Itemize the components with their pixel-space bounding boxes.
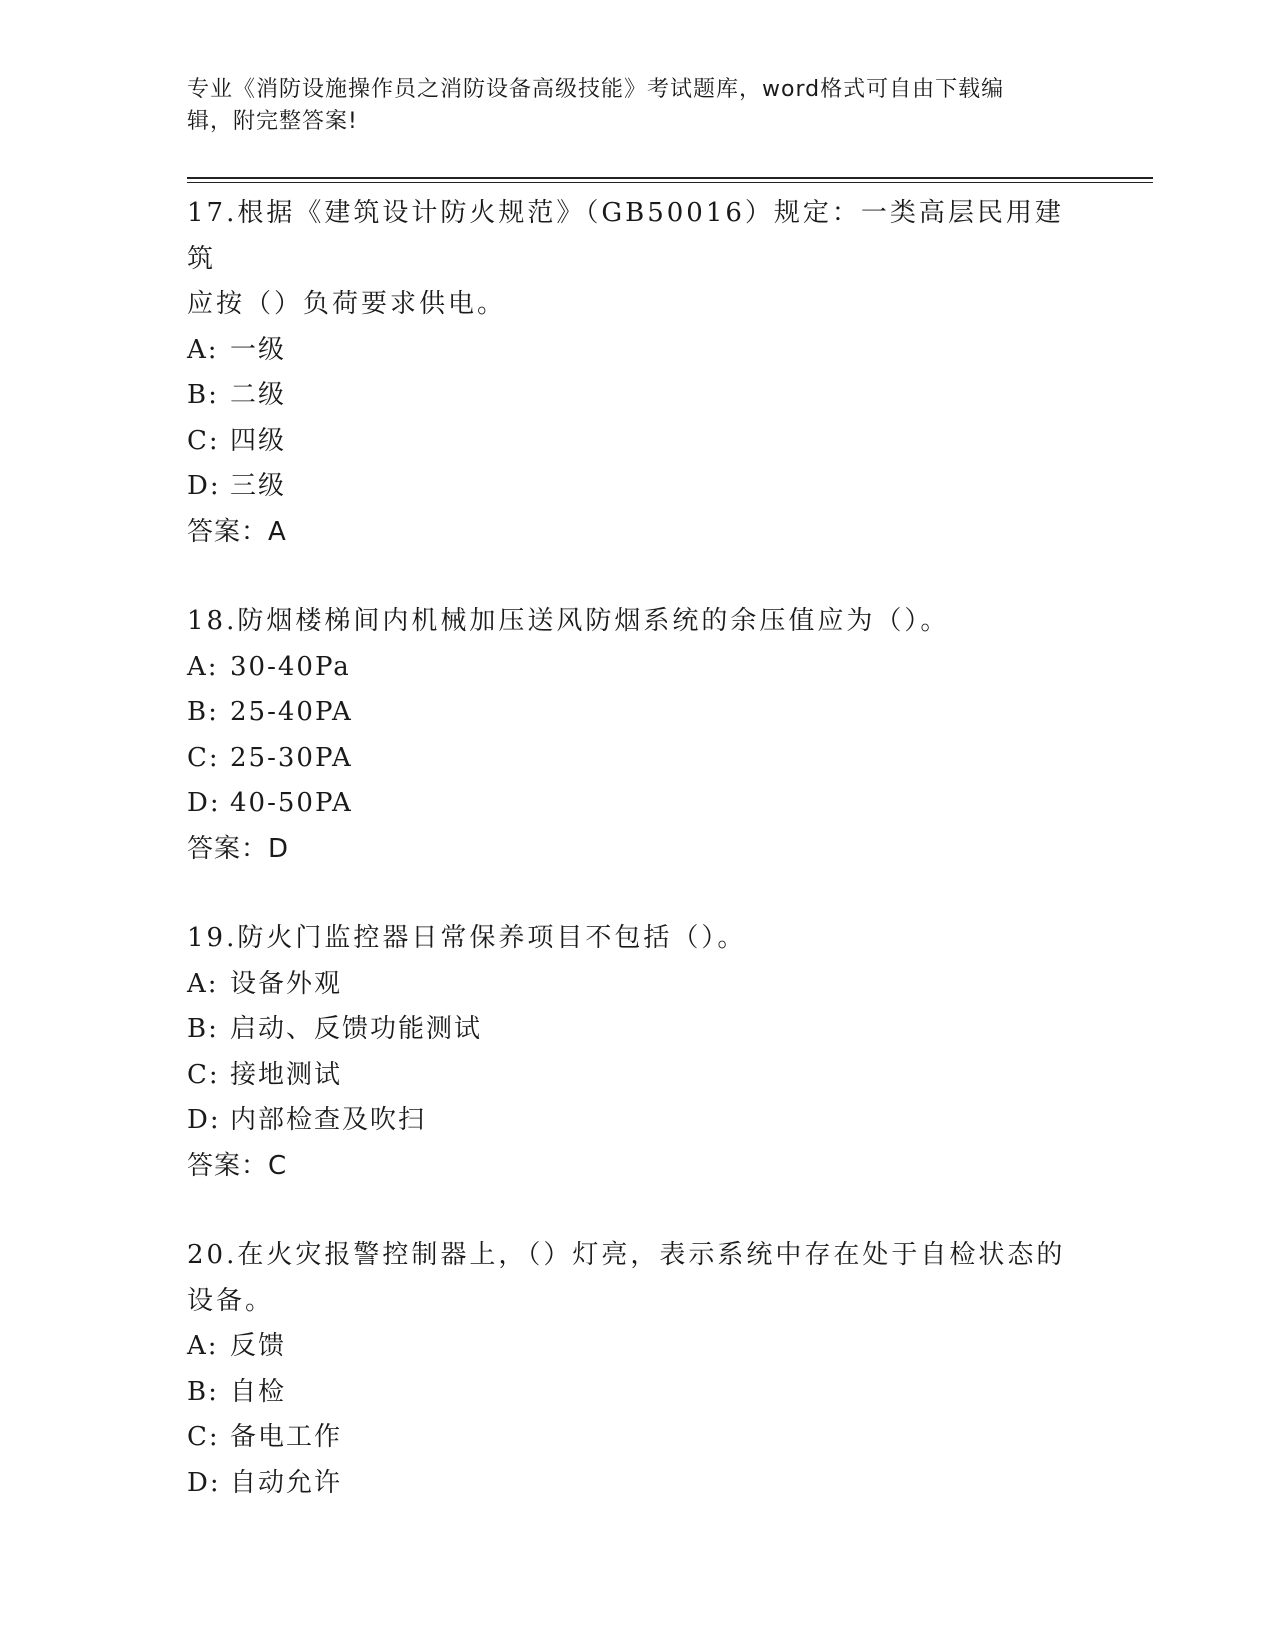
option-label: A:: [187, 1331, 219, 1361]
option-d: [187, 781, 1087, 827]
question-stem: [187, 1233, 1067, 1324]
option-a: [187, 1324, 1087, 1370]
option-label: A:: [187, 968, 219, 999]
option-text: 二级: [230, 380, 287, 410]
header-divider-thin: [187, 182, 1153, 183]
option-text: 内部检查及吹扫: [230, 1105, 427, 1135]
option-d: [187, 1098, 1087, 1144]
option-text: 自检: [230, 1376, 287, 1407]
question-stem-line: 18.防烟楼梯间内机械加压送风防烟系统的余压值应为（）。: [187, 606, 950, 636]
question-17: [187, 191, 1087, 555]
option-text: 自动允许: [230, 1467, 343, 1498]
option-text: 反馈: [230, 1331, 287, 1361]
header-line-1: 专业《消防设施操作员之消防设备高级技能》考试题库，word格式可自由下载编: [187, 77, 1005, 102]
option-a: [187, 645, 1087, 691]
question-stem-line: 应按（）负荷要求供电。: [187, 289, 507, 319]
question-stem: [187, 599, 1067, 645]
option-text: 设备外观: [230, 968, 343, 999]
header-divider-thick: [187, 177, 1153, 179]
question-20: [187, 1233, 1087, 1506]
option-text: 备电工作: [230, 1422, 343, 1452]
option-a: [187, 328, 1087, 374]
option-label: C:: [187, 1059, 220, 1090]
option-b: [187, 1007, 1087, 1053]
option-b: [187, 1370, 1087, 1416]
option-text: 30-40Pa: [230, 651, 351, 682]
option-label: A:: [187, 334, 219, 365]
option-text: 四级: [230, 425, 287, 456]
option-d: [187, 464, 1087, 510]
header-line-2: 辑，附完整答案!: [187, 109, 358, 134]
option-text: 一级: [230, 334, 287, 365]
question-stem-line: 17.根据《建筑设计防火规范》（GB50016）规定：一类高层民用建筑: [187, 198, 1064, 274]
answer-line: 答案：D: [187, 833, 290, 864]
question-18: [187, 599, 1087, 872]
option-label: D:: [187, 471, 221, 501]
option-label: B:: [187, 697, 219, 727]
option-label: C:: [187, 742, 220, 773]
question-stem-line: 19.防火门监控器日常保养项目不包括（）。: [187, 923, 747, 953]
option-label: B:: [187, 380, 219, 410]
option-d: [187, 1461, 1087, 1507]
question-stem-line: 20.在火灾报警控制器上，（）灯亮，表示系统中存在处于自检状态的: [187, 1240, 1066, 1270]
document-header: [187, 74, 1067, 138]
option-text: 接地测试: [230, 1059, 343, 1090]
option-label: D:: [187, 788, 221, 818]
question-list: [187, 191, 1087, 1550]
question-19: [187, 916, 1087, 1189]
option-label: C:: [187, 1422, 220, 1452]
option-a: [187, 962, 1087, 1008]
option-c: [187, 419, 1087, 465]
answer-line: 答案：A: [187, 516, 287, 547]
option-c: [187, 736, 1087, 782]
option-text: 25-40PA: [230, 697, 353, 727]
question-stem-line: 设备。: [187, 1285, 275, 1316]
option-b: [187, 373, 1087, 419]
answer-line: 答案：C: [187, 1150, 288, 1181]
option-text: 40-50PA: [230, 788, 353, 818]
option-label: B:: [187, 1376, 219, 1407]
option-label: D:: [187, 1467, 221, 1498]
option-label: A:: [187, 651, 219, 682]
option-label: B:: [187, 1014, 219, 1044]
question-stem: [187, 916, 1067, 962]
option-text: 三级: [230, 471, 287, 501]
option-label: D:: [187, 1105, 221, 1135]
option-c: [187, 1415, 1087, 1461]
option-c: [187, 1053, 1087, 1099]
question-stem: [187, 191, 1067, 328]
option-text: 25-30PA: [230, 742, 353, 773]
option-label: C:: [187, 425, 220, 456]
option-text: 启动、反馈功能测试: [230, 1014, 483, 1044]
option-b: [187, 690, 1087, 736]
